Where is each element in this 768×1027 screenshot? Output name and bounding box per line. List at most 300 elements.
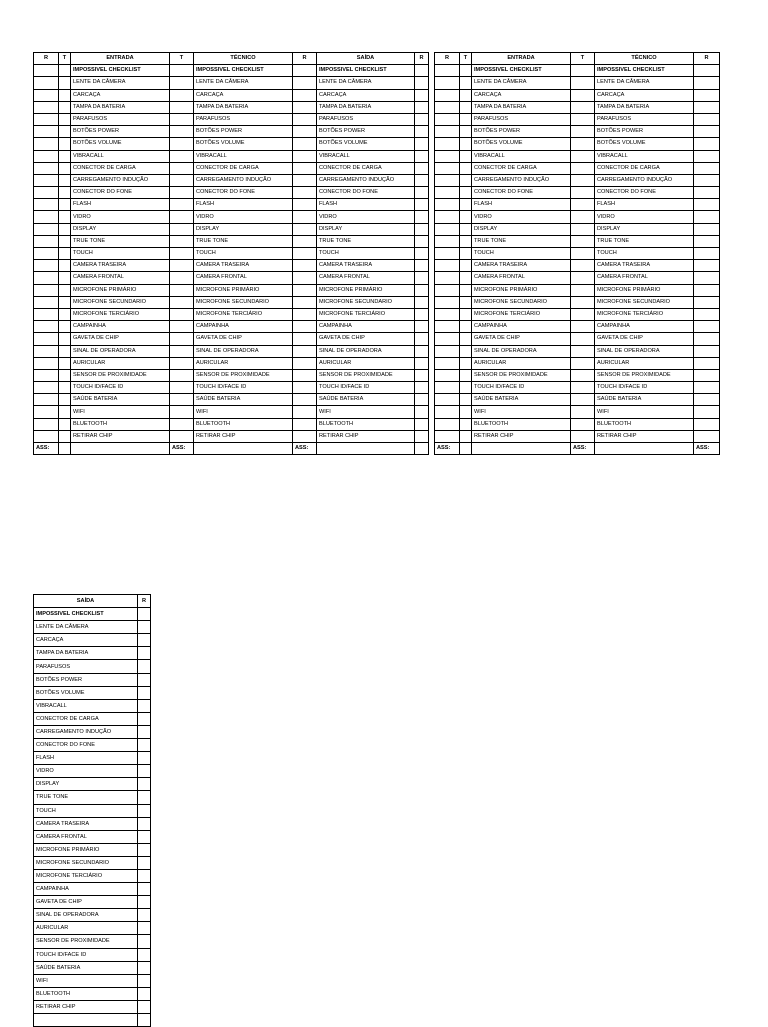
check-box-cell[interactable] — [59, 101, 71, 113]
check-box-cell[interactable] — [460, 211, 472, 223]
check-box-cell[interactable] — [435, 199, 460, 211]
check-box-cell[interactable] — [34, 211, 59, 223]
check-box-cell[interactable] — [293, 394, 317, 406]
check-box-cell[interactable] — [293, 430, 317, 442]
check-box-cell[interactable] — [460, 357, 472, 369]
check-box-cell[interactable] — [415, 333, 429, 345]
check-box-cell[interactable] — [571, 113, 595, 125]
check-box-cell[interactable] — [59, 284, 71, 296]
check-box-cell[interactable] — [293, 369, 317, 381]
check-box-cell[interactable] — [138, 896, 151, 909]
check-box-cell[interactable] — [415, 394, 429, 406]
check-box-cell[interactable] — [460, 406, 472, 418]
check-box-cell[interactable] — [170, 345, 194, 357]
check-box-cell[interactable] — [415, 272, 429, 284]
check-box-cell[interactable] — [170, 357, 194, 369]
check-box-cell[interactable] — [694, 113, 720, 125]
check-box-cell[interactable] — [170, 126, 194, 138]
check-box-cell[interactable] — [415, 174, 429, 186]
check-box-cell[interactable] — [460, 345, 472, 357]
check-box-cell[interactable] — [34, 235, 59, 247]
check-box-cell[interactable] — [694, 430, 720, 442]
check-box-cell[interactable] — [170, 430, 194, 442]
check-box-cell[interactable] — [435, 296, 460, 308]
check-box-cell[interactable] — [460, 138, 472, 150]
check-box-cell[interactable] — [59, 333, 71, 345]
check-box-cell[interactable] — [170, 174, 194, 186]
check-box-cell[interactable] — [460, 382, 472, 394]
check-box-cell[interactable] — [435, 272, 460, 284]
check-box-cell[interactable] — [138, 935, 151, 948]
check-box-cell[interactable] — [435, 394, 460, 406]
check-box-cell[interactable] — [59, 89, 71, 101]
check-box-cell[interactable] — [460, 296, 472, 308]
check-box-cell[interactable] — [435, 89, 460, 101]
check-box-cell[interactable] — [59, 199, 71, 211]
check-box-cell[interactable] — [293, 101, 317, 113]
check-box-cell[interactable] — [59, 418, 71, 430]
check-box-cell[interactable] — [694, 101, 720, 113]
check-box-cell[interactable] — [34, 65, 59, 77]
check-box-cell[interactable] — [138, 725, 151, 738]
check-box-cell[interactable] — [415, 260, 429, 272]
check-box-cell[interactable] — [34, 199, 59, 211]
check-box-cell[interactable] — [571, 248, 595, 260]
check-box-cell[interactable] — [415, 406, 429, 418]
check-box-cell[interactable] — [170, 113, 194, 125]
check-box-cell[interactable] — [415, 223, 429, 235]
check-box-cell[interactable] — [571, 211, 595, 223]
check-box-cell[interactable] — [571, 65, 595, 77]
check-box-cell[interactable] — [415, 77, 429, 89]
check-box-cell[interactable] — [138, 647, 151, 660]
check-box-cell[interactable] — [138, 765, 151, 778]
check-box-cell[interactable] — [435, 382, 460, 394]
check-box-cell[interactable] — [293, 284, 317, 296]
check-box-cell[interactable] — [571, 150, 595, 162]
check-box-cell[interactable] — [435, 211, 460, 223]
check-box-cell[interactable] — [694, 382, 720, 394]
check-box-cell[interactable] — [694, 394, 720, 406]
check-box-cell[interactable] — [694, 406, 720, 418]
check-box-cell[interactable] — [293, 345, 317, 357]
check-box-cell[interactable] — [435, 138, 460, 150]
check-box-cell[interactable] — [571, 418, 595, 430]
check-box-cell[interactable] — [59, 138, 71, 150]
check-box-cell[interactable] — [59, 113, 71, 125]
check-box-cell[interactable] — [138, 830, 151, 843]
check-box-cell[interactable] — [34, 89, 59, 101]
check-box-cell[interactable] — [415, 162, 429, 174]
check-box-cell[interactable] — [694, 248, 720, 260]
check-box-cell[interactable] — [138, 712, 151, 725]
check-box-cell[interactable] — [571, 272, 595, 284]
check-box-cell[interactable] — [571, 357, 595, 369]
check-box-cell[interactable] — [460, 248, 472, 260]
check-box-cell[interactable] — [138, 634, 151, 647]
check-box-cell[interactable] — [59, 126, 71, 138]
check-box-cell[interactable] — [34, 321, 59, 333]
check-box-cell[interactable] — [293, 308, 317, 320]
check-box-cell[interactable] — [571, 382, 595, 394]
check-box-cell[interactable] — [138, 883, 151, 896]
check-box-cell[interactable] — [293, 223, 317, 235]
check-box-cell[interactable] — [435, 126, 460, 138]
check-box-cell[interactable] — [415, 187, 429, 199]
check-box-cell[interactable] — [59, 150, 71, 162]
check-box-cell[interactable] — [415, 138, 429, 150]
check-box-cell[interactable] — [170, 296, 194, 308]
check-box-cell[interactable] — [170, 321, 194, 333]
check-box-cell[interactable] — [293, 162, 317, 174]
signature-field[interactable] — [460, 443, 472, 455]
check-box-cell[interactable] — [34, 296, 59, 308]
check-box-cell[interactable] — [460, 333, 472, 345]
check-box-cell[interactable] — [34, 174, 59, 186]
check-box-cell[interactable] — [59, 296, 71, 308]
check-box-cell[interactable] — [435, 321, 460, 333]
check-box-cell[interactable] — [694, 126, 720, 138]
signature-field[interactable] — [595, 443, 694, 455]
check-box-cell[interactable] — [694, 272, 720, 284]
check-box-cell[interactable] — [415, 235, 429, 247]
check-box-cell[interactable] — [170, 162, 194, 174]
check-box-cell[interactable] — [293, 126, 317, 138]
check-box-cell[interactable] — [415, 150, 429, 162]
check-box-cell[interactable] — [34, 430, 59, 442]
check-box-cell[interactable] — [138, 791, 151, 804]
check-box-cell[interactable] — [170, 223, 194, 235]
check-box-cell[interactable] — [435, 430, 460, 442]
check-box-cell[interactable] — [138, 974, 151, 987]
check-box-cell[interactable] — [571, 187, 595, 199]
check-box-cell[interactable] — [34, 248, 59, 260]
check-box-cell[interactable] — [435, 260, 460, 272]
check-box-cell[interactable] — [34, 369, 59, 381]
check-box-cell[interactable] — [571, 430, 595, 442]
check-box-cell[interactable] — [415, 296, 429, 308]
check-box-cell[interactable] — [435, 333, 460, 345]
check-box-cell[interactable] — [435, 187, 460, 199]
check-box-cell[interactable] — [571, 321, 595, 333]
check-box-cell[interactable] — [59, 65, 71, 77]
check-box-cell[interactable] — [694, 211, 720, 223]
check-box-cell[interactable] — [34, 260, 59, 272]
check-box-cell[interactable] — [415, 382, 429, 394]
check-box-cell[interactable] — [34, 150, 59, 162]
check-box-cell[interactable] — [34, 272, 59, 284]
check-box-cell[interactable] — [571, 77, 595, 89]
check-box-cell[interactable] — [293, 357, 317, 369]
check-box-cell[interactable] — [59, 308, 71, 320]
check-box-cell[interactable] — [460, 187, 472, 199]
check-box-cell[interactable] — [293, 113, 317, 125]
check-box-cell[interactable] — [34, 77, 59, 89]
check-box-cell[interactable] — [59, 77, 71, 89]
check-box-cell[interactable] — [415, 101, 429, 113]
check-box-cell[interactable] — [59, 272, 71, 284]
check-box-cell[interactable] — [293, 138, 317, 150]
check-box-cell[interactable] — [293, 406, 317, 418]
check-box-cell[interactable] — [694, 308, 720, 320]
check-box-cell[interactable] — [694, 321, 720, 333]
signature-field[interactable] — [472, 443, 571, 455]
check-box-cell[interactable] — [34, 138, 59, 150]
check-box-cell[interactable] — [460, 321, 472, 333]
check-box-cell[interactable] — [34, 418, 59, 430]
check-box-cell[interactable] — [460, 65, 472, 77]
check-box-cell[interactable] — [138, 752, 151, 765]
check-box-cell[interactable] — [694, 223, 720, 235]
check-box-cell[interactable] — [460, 369, 472, 381]
check-box-cell[interactable] — [694, 357, 720, 369]
check-box-cell[interactable] — [415, 126, 429, 138]
check-box-cell[interactable] — [571, 235, 595, 247]
check-box-cell[interactable] — [694, 284, 720, 296]
check-box-cell[interactable] — [138, 922, 151, 935]
check-box-cell[interactable] — [694, 260, 720, 272]
check-box-cell[interactable] — [138, 1000, 151, 1013]
check-box-cell[interactable] — [59, 357, 71, 369]
check-box-cell[interactable] — [59, 369, 71, 381]
check-box-cell[interactable] — [170, 284, 194, 296]
check-box-cell[interactable] — [460, 199, 472, 211]
check-box-cell[interactable] — [293, 211, 317, 223]
check-box-cell[interactable] — [694, 187, 720, 199]
check-box-cell[interactable] — [138, 778, 151, 791]
check-box-cell[interactable] — [435, 357, 460, 369]
check-box-cell[interactable] — [460, 394, 472, 406]
signature-field[interactable] — [34, 1014, 138, 1027]
check-box-cell[interactable] — [34, 223, 59, 235]
check-box-cell[interactable] — [571, 333, 595, 345]
check-box-cell[interactable] — [460, 418, 472, 430]
check-box-cell[interactable] — [170, 382, 194, 394]
check-box-cell[interactable] — [170, 77, 194, 89]
check-box-cell[interactable] — [170, 418, 194, 430]
check-box-cell[interactable] — [34, 101, 59, 113]
check-box-cell[interactable] — [435, 369, 460, 381]
check-box-cell[interactable] — [435, 418, 460, 430]
check-box-cell[interactable] — [59, 187, 71, 199]
check-box-cell[interactable] — [694, 296, 720, 308]
check-box-cell[interactable] — [170, 272, 194, 284]
check-box-cell[interactable] — [34, 162, 59, 174]
check-box-cell[interactable] — [293, 174, 317, 186]
check-box-cell[interactable] — [435, 235, 460, 247]
check-box-cell[interactable] — [59, 260, 71, 272]
check-box-cell[interactable] — [138, 817, 151, 830]
check-box-cell[interactable] — [415, 369, 429, 381]
check-box-cell[interactable] — [170, 199, 194, 211]
check-box-cell[interactable] — [415, 211, 429, 223]
check-box-cell[interactable] — [435, 284, 460, 296]
check-box-cell[interactable] — [460, 260, 472, 272]
check-box-cell[interactable] — [293, 248, 317, 260]
check-box-cell[interactable] — [59, 406, 71, 418]
check-box-cell[interactable] — [460, 150, 472, 162]
check-box-cell[interactable] — [415, 418, 429, 430]
check-box-cell[interactable] — [170, 260, 194, 272]
check-box-cell[interactable] — [170, 211, 194, 223]
check-box-cell[interactable] — [293, 150, 317, 162]
check-box-cell[interactable] — [138, 621, 151, 634]
check-box-cell[interactable] — [571, 101, 595, 113]
check-box-cell[interactable] — [170, 187, 194, 199]
check-box-cell[interactable] — [293, 382, 317, 394]
check-box-cell[interactable] — [415, 430, 429, 442]
check-box-cell[interactable] — [170, 333, 194, 345]
check-box-cell[interactable] — [694, 369, 720, 381]
check-box-cell[interactable] — [571, 89, 595, 101]
check-box-cell[interactable] — [460, 284, 472, 296]
check-box-cell[interactable] — [34, 382, 59, 394]
check-box-cell[interactable] — [293, 187, 317, 199]
check-box-cell[interactable] — [138, 843, 151, 856]
check-box-cell[interactable] — [59, 223, 71, 235]
check-box-cell[interactable] — [170, 89, 194, 101]
check-box-cell[interactable] — [138, 804, 151, 817]
check-box-cell[interactable] — [694, 77, 720, 89]
check-box-cell[interactable] — [694, 345, 720, 357]
check-box-cell[interactable] — [170, 248, 194, 260]
check-box-cell[interactable] — [34, 187, 59, 199]
check-box-cell[interactable] — [571, 260, 595, 272]
check-box-cell[interactable] — [34, 333, 59, 345]
check-box-cell[interactable] — [571, 223, 595, 235]
check-box-cell[interactable] — [435, 65, 460, 77]
check-box-cell[interactable] — [34, 394, 59, 406]
check-box-cell[interactable] — [138, 608, 151, 621]
check-box-cell[interactable] — [170, 65, 194, 77]
check-box-cell[interactable] — [170, 406, 194, 418]
signature-field[interactable] — [59, 443, 71, 455]
check-box-cell[interactable] — [415, 65, 429, 77]
check-box-cell[interactable] — [170, 150, 194, 162]
check-box-cell[interactable] — [694, 138, 720, 150]
check-box-cell[interactable] — [694, 333, 720, 345]
check-box-cell[interactable] — [460, 77, 472, 89]
check-box-cell[interactable] — [293, 199, 317, 211]
check-box-cell[interactable] — [460, 272, 472, 284]
check-box-cell[interactable] — [571, 369, 595, 381]
check-box-cell[interactable] — [293, 296, 317, 308]
check-box-cell[interactable] — [571, 284, 595, 296]
check-box-cell[interactable] — [34, 406, 59, 418]
check-box-cell[interactable] — [415, 308, 429, 320]
check-box-cell[interactable] — [59, 174, 71, 186]
check-box-cell[interactable] — [59, 235, 71, 247]
check-box-cell[interactable] — [571, 126, 595, 138]
check-box-cell[interactable] — [170, 308, 194, 320]
check-box-cell[interactable] — [460, 89, 472, 101]
check-box-cell[interactable] — [293, 418, 317, 430]
check-box-cell[interactable] — [435, 113, 460, 125]
check-box-cell[interactable] — [59, 430, 71, 442]
check-box-cell[interactable] — [571, 199, 595, 211]
check-box-cell[interactable] — [460, 235, 472, 247]
check-box-cell[interactable] — [571, 296, 595, 308]
check-box-cell[interactable] — [293, 272, 317, 284]
check-box-cell[interactable] — [170, 235, 194, 247]
check-box-cell[interactable] — [59, 394, 71, 406]
check-box-cell[interactable] — [694, 162, 720, 174]
check-box-cell[interactable] — [59, 321, 71, 333]
check-box-cell[interactable] — [460, 162, 472, 174]
check-box-cell[interactable] — [415, 248, 429, 260]
check-box-cell[interactable] — [59, 248, 71, 260]
check-box-cell[interactable] — [34, 308, 59, 320]
check-box-cell[interactable] — [293, 321, 317, 333]
check-box-cell[interactable] — [293, 235, 317, 247]
check-box-cell[interactable] — [435, 101, 460, 113]
check-box-cell[interactable] — [34, 345, 59, 357]
check-box-cell[interactable] — [293, 260, 317, 272]
check-box-cell[interactable] — [694, 65, 720, 77]
check-box-cell[interactable] — [170, 394, 194, 406]
check-box-cell[interactable] — [293, 89, 317, 101]
check-box-cell[interactable] — [694, 150, 720, 162]
check-box-cell[interactable] — [460, 126, 472, 138]
check-box-cell[interactable] — [293, 65, 317, 77]
check-box-cell[interactable] — [415, 345, 429, 357]
check-box-cell[interactable] — [415, 89, 429, 101]
check-box-cell[interactable] — [59, 162, 71, 174]
check-box-cell[interactable] — [435, 162, 460, 174]
signature-field[interactable] — [71, 443, 170, 455]
check-box-cell[interactable] — [138, 909, 151, 922]
check-box-cell[interactable] — [34, 126, 59, 138]
check-box-cell[interactable] — [694, 418, 720, 430]
check-box-cell[interactable] — [293, 77, 317, 89]
check-box-cell[interactable] — [460, 223, 472, 235]
check-box-cell[interactable] — [34, 113, 59, 125]
check-box-cell[interactable] — [138, 673, 151, 686]
check-box-cell[interactable] — [138, 961, 151, 974]
signature-field[interactable] — [415, 443, 429, 455]
signature-field[interactable] — [138, 1014, 151, 1027]
check-box-cell[interactable] — [571, 308, 595, 320]
check-box-cell[interactable] — [138, 739, 151, 752]
check-box-cell[interactable] — [138, 948, 151, 961]
check-box-cell[interactable] — [435, 174, 460, 186]
check-box-cell[interactable] — [59, 382, 71, 394]
check-box-cell[interactable] — [435, 223, 460, 235]
check-box-cell[interactable] — [138, 856, 151, 869]
check-box-cell[interactable] — [170, 138, 194, 150]
check-box-cell[interactable] — [460, 308, 472, 320]
check-box-cell[interactable] — [571, 174, 595, 186]
check-box-cell[interactable] — [415, 199, 429, 211]
check-box-cell[interactable] — [694, 89, 720, 101]
check-box-cell[interactable] — [59, 345, 71, 357]
check-box-cell[interactable] — [59, 211, 71, 223]
check-box-cell[interactable] — [694, 199, 720, 211]
check-box-cell[interactable] — [571, 138, 595, 150]
check-box-cell[interactable] — [694, 174, 720, 186]
check-box-cell[interactable] — [138, 987, 151, 1000]
check-box-cell[interactable] — [34, 357, 59, 369]
check-box-cell[interactable] — [571, 162, 595, 174]
check-box-cell[interactable] — [435, 150, 460, 162]
check-box-cell[interactable] — [460, 430, 472, 442]
check-box-cell[interactable] — [415, 284, 429, 296]
check-box-cell[interactable] — [571, 345, 595, 357]
check-box-cell[interactable] — [34, 284, 59, 296]
check-box-cell[interactable] — [435, 77, 460, 89]
check-box-cell[interactable] — [460, 174, 472, 186]
check-box-cell[interactable] — [415, 321, 429, 333]
